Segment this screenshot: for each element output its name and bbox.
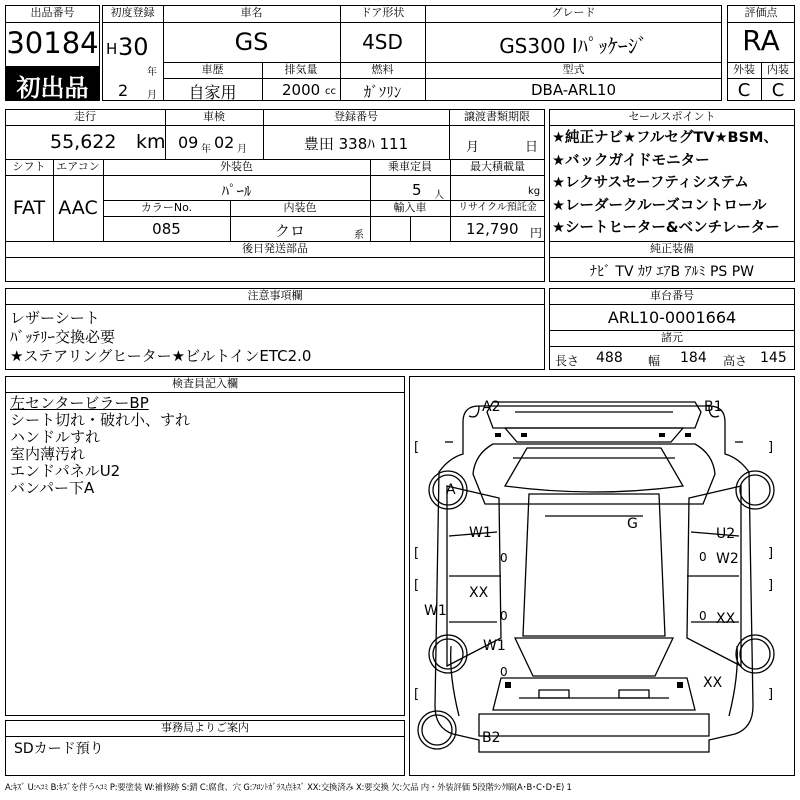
width-label: 幅 [648,354,661,368]
transfer-docs-label: 譲渡書類期限 [464,110,530,123]
height: 145 [760,350,787,366]
ac-label: エアコン [56,160,100,173]
ext-color-label: 外装色 [220,160,253,173]
lot-number: 30184 [6,26,99,60]
length-label: 長さ [555,354,580,368]
width: 184 [680,350,707,366]
model: DBA-ARL10 [531,81,616,99]
max-load-unit: kg [528,186,541,197]
reg-number: 豊田 338ﾊ 111 [303,135,409,153]
mark-b1: B1 [704,399,723,415]
mark-w1-front: W1 [469,525,492,541]
mark-w1-rear: W1 [483,638,506,654]
inspection-label: 車検 [203,110,225,123]
exterior-label: 外装 [733,63,755,76]
mileage-unit: km [136,131,166,153]
notes-label: 注意事項欄 [247,289,303,302]
sales-point-item: ★バックガイドモニター [552,152,710,169]
chassis-label: 車台番号 [650,289,694,302]
int-color-unit: 系 [354,230,364,241]
sales-point-item: ★純正ナビ★フルセグTV★BSM、 [552,130,778,146]
notes-lines [10,309,311,366]
lot-number-label: 出品番号 [30,6,75,19]
transfer-day: 日 [525,140,539,155]
ext-color: ﾊﾟｰﾙ [221,182,252,200]
capacity-label: 乗車定員 [388,160,432,173]
car-diagram [409,376,795,776]
score: RA [742,24,780,57]
inspector-line: シート切れ・破れ小、すれ [10,411,191,429]
inspection-year: 09 [178,133,199,152]
later-parts-label: 後日発送部品 [242,242,308,255]
transfer-month: 月 [466,140,480,155]
bracket-open: [ [414,687,420,702]
inspector-label: 検査員記入欄 [172,377,238,390]
length: 488 [596,350,623,366]
mark-zero: 0 [699,550,707,564]
import-label: 輸入車 [393,201,427,214]
recycle-fee: 12,790 [466,220,519,238]
car-name: GS [234,28,269,56]
color-no: 085 [152,220,181,238]
equipment: ﾅﾋﾞ TV ｶﾜ ｴｱB ｱﾙﾐ PS PW [589,264,755,280]
door-label: ドア形状 [360,6,405,19]
mark-zero: 0 [699,609,707,623]
sales-point-item: ★シートヒーター&ベンチレーター [552,220,780,236]
car-name-label: 車名 [240,6,263,19]
bracket-close: ] [768,687,774,702]
inspector-line: 室内薄汚れ [10,445,86,463]
int-color-label: 内装色 [283,201,317,214]
mark-xx-right: XX [716,611,736,627]
grade: GS300 Iﾊﾟｯｹｰｼﾞ [499,34,648,58]
bracket-open: [ [414,440,420,455]
ac: AAC [58,197,98,219]
equipment-label: 純正装備 [650,242,694,255]
bracket-close: ] [768,578,774,593]
grade-label: グレード [551,6,596,19]
mark-w2: W2 [716,551,739,567]
bracket-open: [ [414,578,420,593]
interior-grade: C [771,80,785,101]
history-label: 車歴 [201,63,224,76]
first-listing-text: 初出品 [16,74,89,102]
capacity-unit: 人 [434,190,444,201]
sales-points-label: セールスポイント [628,110,716,123]
reg-month: 2 [118,81,129,100]
mileage: 55,622 [50,131,117,153]
mark-zero: 0 [500,609,508,623]
reg-year: 30 [118,33,149,61]
note-line: レザーシート [10,309,100,327]
sales-point-item: ★レーダークルーズコントロール [552,197,767,214]
era: H [106,40,118,58]
mark-g: G [627,516,638,532]
inspection-month: 02 [214,133,235,152]
mileage-label: 走行 [74,110,96,123]
inspector-line: バンパー下A [10,479,95,497]
mark-zero: 0 [500,551,508,565]
inspector-line: ハンドルすれ [10,428,101,446]
mark-w1-side: W1 [424,603,447,619]
color-no-label: カラーNo. [140,201,193,214]
displacement: 2000 [282,81,321,99]
chassis-number: ARL10-0001664 [607,308,737,327]
mark-b2: B2 [482,730,501,746]
displacement-unit: cc [325,86,336,97]
mark-u2: U2 [716,526,736,542]
inspector-line: エンドパネルU2 [10,462,121,480]
spec-label: 諸元 [661,331,683,344]
exterior-grade: C [737,80,751,101]
inspection-month-unit: 月 [237,144,247,155]
fuel-label: 燃料 [371,63,394,76]
mark-xx-left: XX [469,585,489,601]
max-load-label: 最大積載量 [470,160,525,173]
history: 自家用 [188,83,237,102]
reg-month-unit: 月 [147,90,157,101]
recycle-label: リサイクル預託金 [458,202,537,213]
reg-number-label: 登録番号 [334,110,378,123]
note-line: ﾊﾞｯﾃﾘｰ交換必要 [10,328,116,346]
shift-label: シフト [12,160,46,173]
interior-label: 内装 [767,63,789,76]
first-reg-label: 初度登録 [110,6,155,19]
mark-xx-rear: XX [703,675,723,691]
legend: A:ｷｽﾞ U:ﾍｺﾐ B:ｷｽﾞを伴うﾍｺﾐ P:要塗装 W:補修跡 S:錆 C:腐食、穴 G:ﾌﾛﾝﾄｶﾞﾗｽ点ｷｽﾞ XX:交換済み X:要交換 欠:欠品 内・外装評価 5段階ﾗﾝｸ順(A･B･C･D･E) 1 [5,782,572,792]
inspector-line: 左センタービラーBP [10,394,149,412]
score-label: 評価点 [744,6,778,19]
note-line: ★ステアリングヒーター★ビルトインETC2.0 [10,347,312,365]
mark-zero: 0 [500,665,508,679]
int-color: クロ [274,222,305,240]
recycle-unit: 円 [530,226,543,240]
office-text: SDカード預り [14,741,104,757]
office-label: 事務局よりご案内 [161,721,249,734]
shift: FAT [12,197,46,219]
inspector-lines [10,395,190,497]
displacement-label: 排気量 [284,63,318,76]
sales-points-list [552,127,795,240]
door-type: 4SD [362,30,403,54]
capacity: 5 [412,181,422,199]
inspection-year-unit: 年 [201,144,211,155]
fuel: ｶﾞｿﾘﾝ [363,83,402,101]
bracket-close: ] [768,440,774,455]
mark-a: A [446,482,456,498]
sales-point-item: ★レクサスセーフティシステム [552,175,749,191]
mark-a2: A2 [482,399,501,415]
model-label: 型式 [562,63,585,76]
reg-year-unit: 年 [147,67,157,78]
height-label: 高さ [723,354,748,368]
bracket-close: ] [768,546,774,561]
bracket-open: [ [414,546,420,561]
